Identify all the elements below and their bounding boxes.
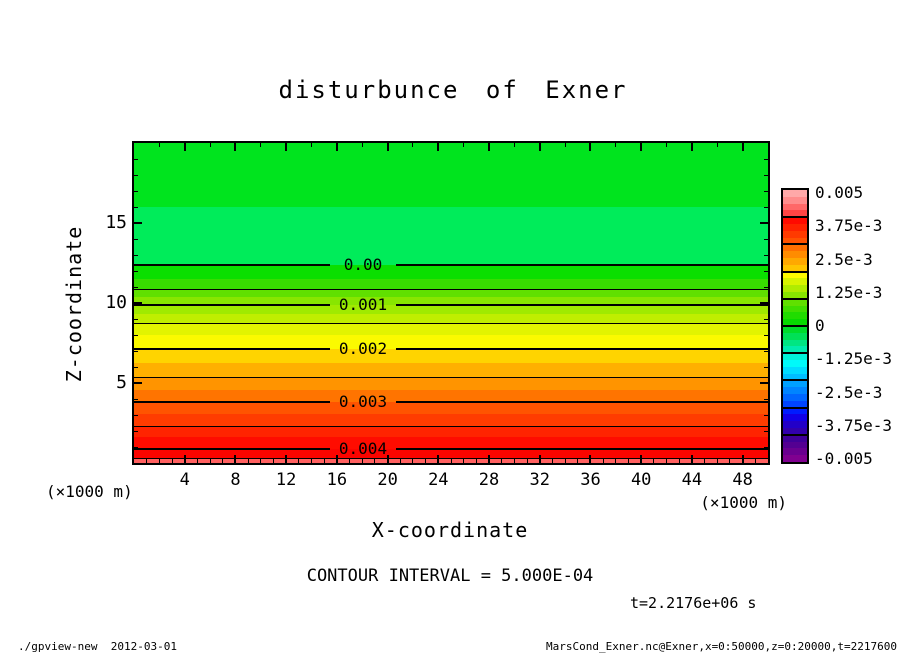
- y-axis-unit-label: (×1000 m): [46, 482, 133, 501]
- x-tick: [577, 459, 578, 463]
- x-tick: [527, 459, 528, 463]
- contour-line-major: [396, 264, 768, 266]
- tone-band: [134, 279, 768, 289]
- x-tick: [336, 143, 338, 151]
- contour-value-label: 0.003: [338, 392, 388, 411]
- footer-source-info: MarsCond_Exner.nc@Exner,x=0:50000,z=0:20000,t=2217600: [546, 640, 897, 653]
- tone-band: [134, 377, 768, 391]
- y-tick: [134, 271, 138, 272]
- contour-value-label: 0.004: [338, 439, 388, 458]
- x-tick: [717, 459, 718, 463]
- x-tick: [640, 143, 642, 151]
- contour-interval-note: CONTOUR INTERVAL = 5.000E-04: [306, 566, 594, 586]
- y-tick: [764, 207, 768, 208]
- x-tick-label: 16: [326, 470, 348, 490]
- x-tick-label: 40: [630, 470, 652, 490]
- contour-line-major: [396, 348, 768, 350]
- x-tick: [476, 459, 477, 463]
- x-tick: [159, 459, 160, 463]
- x-tick-label: 44: [681, 470, 703, 490]
- y-tick: [134, 351, 138, 352]
- x-tick: [285, 455, 287, 463]
- x-tick-label: 12: [275, 470, 297, 490]
- y-tick: [764, 239, 768, 240]
- contour-line-minor: [134, 323, 768, 324]
- x-tick: [387, 143, 389, 151]
- y-tick: [134, 255, 138, 256]
- x-tick: [285, 143, 287, 151]
- y-tick: [134, 367, 138, 368]
- x-axis-title: X-coordinate: [371, 518, 529, 542]
- x-tick: [666, 143, 667, 147]
- x-tick: [273, 459, 274, 463]
- contour-value-label: 0.00: [343, 255, 383, 274]
- x-tick: [248, 459, 249, 463]
- contour-line-major: [396, 401, 768, 403]
- y-tick: [134, 207, 138, 208]
- x-tick-label: 4: [179, 470, 190, 490]
- x-tick: [488, 455, 490, 463]
- x-tick: [437, 455, 439, 463]
- colorbar-tick-label: -3.75e-3: [815, 415, 893, 435]
- colorbar-tick-label: -1.25e-3: [815, 349, 893, 369]
- y-tick: [760, 222, 768, 224]
- x-tick: [615, 459, 616, 463]
- x-tick: [172, 459, 173, 463]
- contour-line-major: [134, 264, 330, 266]
- y-tick: [134, 447, 138, 448]
- y-tick: [134, 222, 142, 224]
- y-tick: [764, 255, 768, 256]
- plot-area: [134, 143, 768, 463]
- plot-title: disturbunce of Exner: [278, 76, 628, 104]
- x-tick: [451, 459, 452, 463]
- colorbar-tick-label: 3.75e-3: [815, 216, 883, 236]
- contour-line-major: [134, 448, 330, 450]
- x-tick: [184, 143, 186, 151]
- x-tick: [222, 459, 223, 463]
- x-tick: [146, 459, 147, 463]
- x-tick: [729, 459, 730, 463]
- x-tick: [437, 143, 439, 151]
- tone-band: [134, 363, 768, 377]
- x-tick: [234, 455, 236, 463]
- x-tick: [514, 143, 515, 147]
- x-tick: [742, 143, 744, 151]
- tone-band: [134, 305, 768, 315]
- y-tick: [134, 431, 138, 432]
- colorbar-tick-label: 0: [815, 316, 825, 335]
- x-tick: [184, 455, 186, 463]
- x-tick: [514, 459, 515, 463]
- x-tick: [755, 459, 756, 463]
- y-tick: [764, 175, 768, 176]
- contour-line-minor: [134, 289, 768, 290]
- tone-band: [134, 402, 768, 414]
- x-tick-label: 36: [580, 470, 601, 490]
- x-tick: [400, 459, 401, 463]
- contour-line-major: [396, 448, 768, 450]
- x-tick: [552, 459, 553, 463]
- contour-value-label: 0.001: [338, 295, 388, 314]
- x-tick: [488, 143, 490, 151]
- x-tick: [704, 459, 705, 463]
- x-tick: [589, 455, 591, 463]
- x-tick: [589, 143, 591, 151]
- time-annotation: t=2.2176e+06 s: [630, 594, 757, 612]
- y-tick: [764, 319, 768, 320]
- y-tick: [134, 191, 138, 192]
- x-tick-label: 24: [428, 470, 449, 490]
- tone-band: [134, 323, 768, 335]
- tone-band: [134, 314, 768, 323]
- x-tick: [311, 459, 312, 463]
- x-tick: [197, 459, 198, 463]
- y-tick: [134, 159, 138, 160]
- x-tick: [425, 459, 426, 463]
- tone-band: [134, 426, 768, 437]
- x-tick: [362, 459, 363, 463]
- tone-band: [134, 449, 768, 459]
- y-tick: [764, 415, 768, 416]
- x-tick: [691, 143, 693, 151]
- contour-line-major: [134, 348, 330, 350]
- contour-value-label: 0.002: [338, 339, 388, 358]
- x-tick: [640, 455, 642, 463]
- y-tick: [764, 335, 768, 336]
- x-tick: [539, 455, 541, 463]
- x-tick: [159, 143, 160, 147]
- x-tick: [565, 143, 566, 147]
- tone-band: [134, 349, 768, 363]
- x-tick: [349, 459, 350, 463]
- x-tick: [336, 455, 338, 463]
- x-tick: [387, 455, 389, 463]
- x-tick: [412, 459, 413, 463]
- y-tick: [764, 367, 768, 368]
- colorbar-tick-label: 2.5e-3: [815, 249, 873, 269]
- x-tick: [565, 459, 566, 463]
- contour-line-major: [134, 401, 330, 403]
- tone-band: [134, 437, 768, 448]
- tone-band: [134, 414, 768, 426]
- y-tick: [760, 382, 768, 384]
- contour-line-major: [134, 304, 330, 306]
- x-tick: [298, 459, 299, 463]
- x-tick: [666, 459, 667, 463]
- y-tick: [760, 302, 768, 304]
- y-tick: [764, 287, 768, 288]
- y-tick: [134, 415, 138, 416]
- contour-line-minor: [134, 426, 768, 427]
- x-tick-labels: [134, 471, 768, 491]
- x-tick: [679, 459, 680, 463]
- tone-band: [134, 143, 768, 207]
- x-tick: [311, 143, 312, 147]
- x-axis-unit-label: (×1000 m): [700, 493, 787, 512]
- y-tick: [764, 271, 768, 272]
- x-tick: [691, 455, 693, 463]
- x-tick-label: 28: [478, 470, 500, 490]
- x-tick: [603, 459, 604, 463]
- x-tick: [362, 143, 363, 147]
- x-tick-label: 20: [377, 470, 398, 490]
- y-tick: [764, 447, 768, 448]
- x-tick: [260, 143, 261, 147]
- x-tick: [374, 459, 375, 463]
- x-tick: [234, 143, 236, 151]
- y-tick: [764, 431, 768, 432]
- x-tick: [412, 143, 413, 147]
- x-tick-label: 48: [732, 470, 753, 490]
- x-tick: [628, 459, 629, 463]
- colorbar-labels: [783, 183, 903, 468]
- tone-band: [134, 207, 768, 265]
- x-tick: [717, 143, 718, 147]
- y-tick: [764, 399, 768, 400]
- x-tick-label: 8: [230, 470, 241, 490]
- x-tick: [463, 143, 464, 147]
- x-tick: [539, 143, 541, 151]
- y-tick: [134, 239, 138, 240]
- x-tick: [501, 459, 502, 463]
- y-tick: [134, 399, 138, 400]
- y-tick: [134, 382, 142, 384]
- colorbar-tick-label: 0.005: [815, 183, 864, 202]
- y-tick-label: 5: [116, 372, 127, 393]
- colorbar-tick-label: -2.5e-3: [815, 382, 883, 402]
- y-tick: [764, 191, 768, 192]
- x-tick: [653, 459, 654, 463]
- colorbar-tick-label: 1.25e-3: [815, 282, 883, 302]
- y-tick-label: 15: [105, 212, 127, 233]
- tone-band: [134, 265, 768, 279]
- colorbar-tick-label: -0.005: [815, 449, 873, 468]
- x-tick: [324, 459, 325, 463]
- y-tick: [764, 351, 768, 352]
- y-axis-title: Z-coordinate: [62, 225, 86, 383]
- y-tick: [764, 159, 768, 160]
- x-tick: [742, 455, 744, 463]
- x-tick: [463, 459, 464, 463]
- y-tick: [134, 302, 142, 304]
- x-tick-label: 32: [529, 470, 550, 490]
- y-tick: [134, 319, 138, 320]
- y-tick: [134, 287, 138, 288]
- contour-line-major: [396, 304, 768, 306]
- x-tick: [210, 459, 211, 463]
- contour-line-minor: [134, 377, 768, 378]
- y-tick: [134, 175, 138, 176]
- x-tick: [615, 143, 616, 147]
- x-tick: [260, 459, 261, 463]
- x-tick: [210, 143, 211, 147]
- footer-command-line: ./gpview-new 2012-03-01: [18, 640, 177, 653]
- y-tick: [134, 335, 138, 336]
- y-tick-label: 10: [105, 292, 127, 313]
